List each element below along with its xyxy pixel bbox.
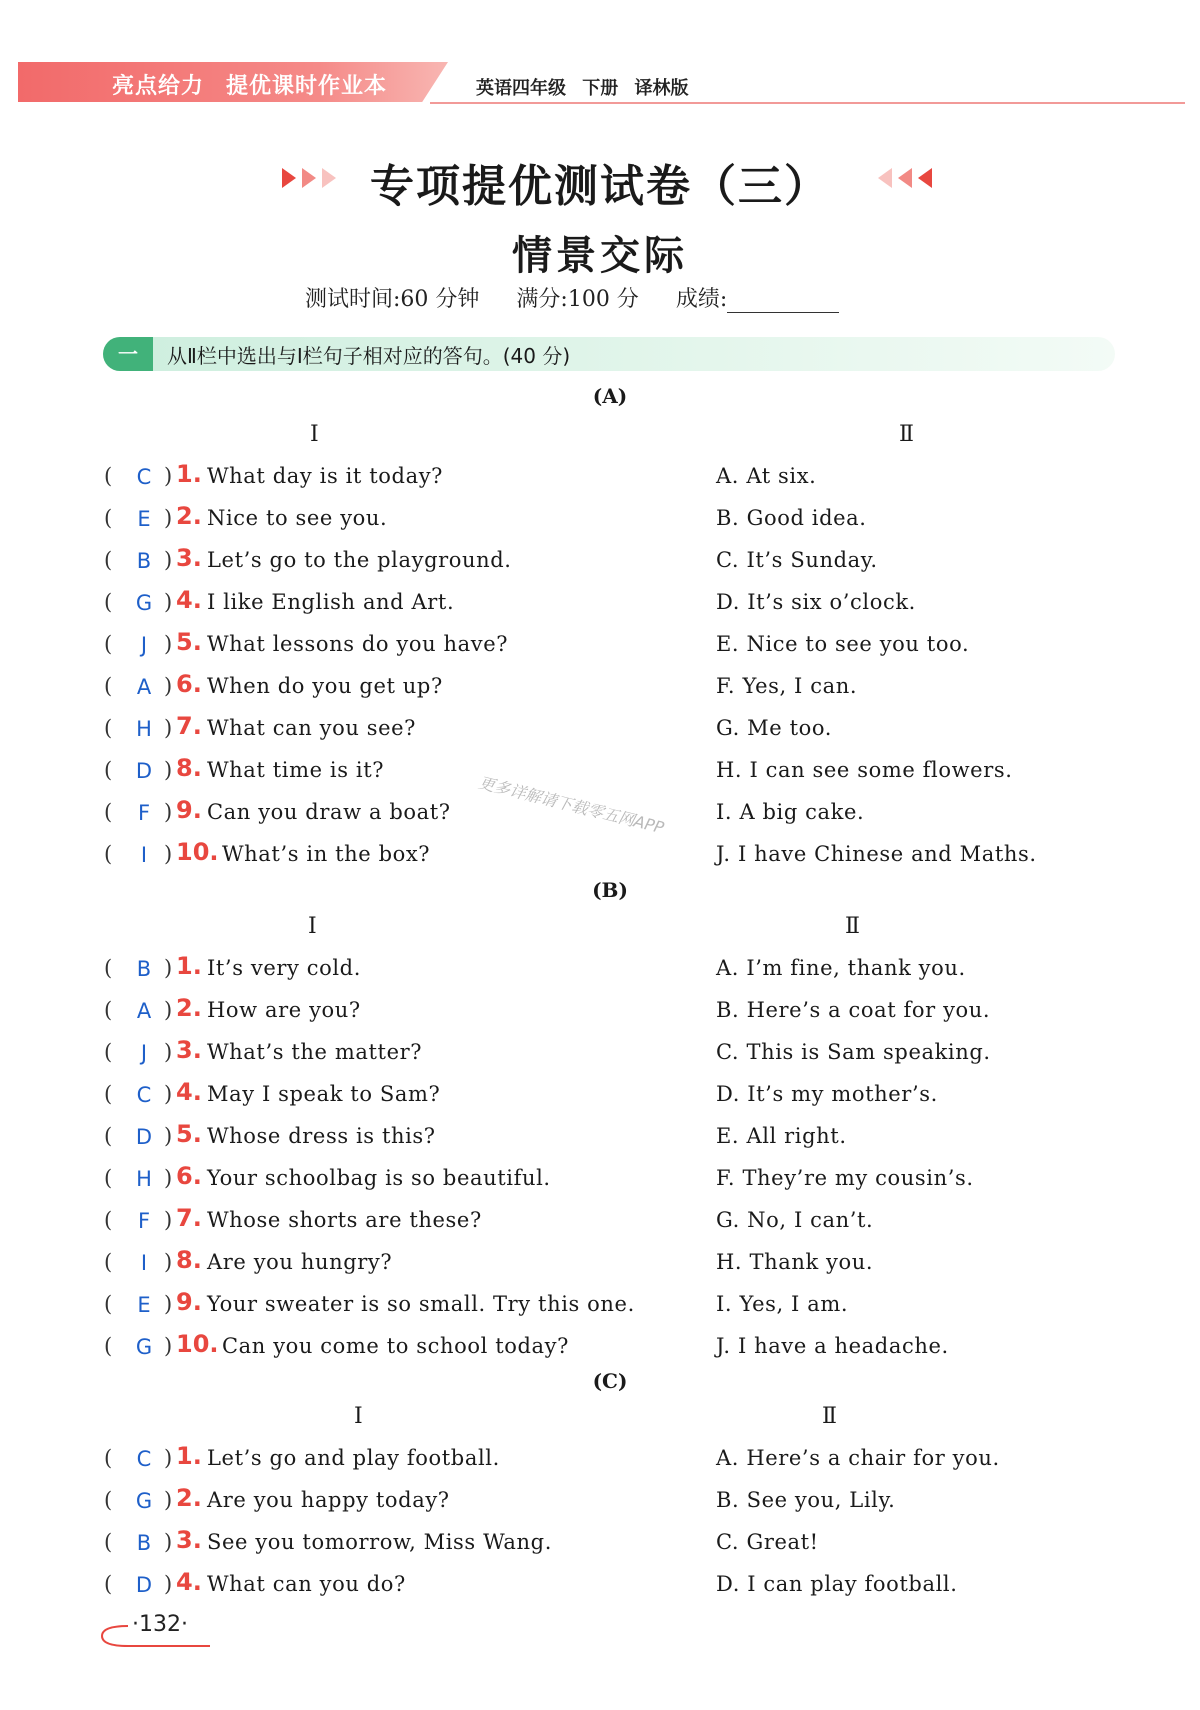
paren-close: ) xyxy=(164,590,173,614)
paren-close: ) xyxy=(164,1292,173,1316)
paren-open: ( xyxy=(104,590,113,614)
paren-open: ( xyxy=(104,716,113,740)
header-divider xyxy=(430,102,1185,104)
paren-close: ) xyxy=(164,548,173,572)
paren-close: ) xyxy=(164,1250,173,1274)
option-text: E. All right. xyxy=(716,1124,847,1148)
question-text: It’s very cold. xyxy=(207,956,361,980)
page-title: 专项提优测试卷（三） xyxy=(370,161,830,212)
question-number: 5. xyxy=(176,1120,202,1148)
question-text: What day is it today? xyxy=(207,464,444,488)
answer-blank[interactable]: D xyxy=(135,1125,153,1149)
question-text: Let’s go and play football. xyxy=(207,1446,500,1470)
option-text: F. They’re my cousin’s. xyxy=(716,1166,974,1190)
answer-blank[interactable]: G xyxy=(135,1335,153,1359)
paren-open: ( xyxy=(104,800,113,824)
question-text: What time is it? xyxy=(207,758,385,782)
question-number: 3. xyxy=(176,1036,202,1064)
question-text: What can you see? xyxy=(207,716,417,740)
paren-open: ( xyxy=(104,998,113,1022)
paren-close: ) xyxy=(164,758,173,782)
answer-blank[interactable]: C xyxy=(136,465,152,489)
part-label: (B) xyxy=(592,878,628,902)
option-text: A. At six. xyxy=(716,464,817,488)
answer-blank[interactable]: B xyxy=(136,957,152,981)
full-score: 满分:100 分 xyxy=(516,287,639,312)
book-name: 提优课时作业本 xyxy=(226,74,388,99)
paren-open: ( xyxy=(104,464,113,488)
answer-blank[interactable]: C xyxy=(136,1083,152,1107)
question-number: 10. xyxy=(176,1330,219,1358)
question-text: Nice to see you. xyxy=(207,506,388,530)
answer-blank[interactable]: G xyxy=(135,1489,153,1513)
option-text: C. It’s Sunday. xyxy=(716,548,878,572)
question-text: When do you get up? xyxy=(207,674,443,698)
paren-open: ( xyxy=(104,1166,113,1190)
option-text: J. I have Chinese and Maths. xyxy=(716,842,1037,866)
option-text: J. I have a headache. xyxy=(716,1334,949,1358)
answer-blank[interactable]: I xyxy=(140,1251,148,1275)
paren-open: ( xyxy=(104,1572,113,1596)
question-text: Your sweater is so small. Try this one. xyxy=(207,1292,635,1316)
question-text: How are you? xyxy=(207,998,361,1022)
question-number: 5. xyxy=(176,628,202,656)
option-text: F. Yes, I can. xyxy=(716,674,858,698)
option-text: H. Thank you. xyxy=(716,1250,874,1274)
question-text: What lessons do you have? xyxy=(207,632,509,656)
answer-blank[interactable]: C xyxy=(136,1447,152,1471)
question-number: 8. xyxy=(176,1246,202,1274)
question-number: 2. xyxy=(176,994,202,1022)
option-text: B. Good idea. xyxy=(716,506,867,530)
question-text: What’s in the box? xyxy=(222,842,431,866)
part-label: (A) xyxy=(592,384,628,408)
paren-close: ) xyxy=(164,1082,173,1106)
column-header-1: Ⅰ xyxy=(310,422,319,447)
question-text: What’s the matter? xyxy=(207,1040,423,1064)
paren-close: ) xyxy=(164,956,173,980)
answer-blank[interactable]: D xyxy=(135,1573,153,1597)
paren-close: ) xyxy=(164,1488,173,1512)
paren-close: ) xyxy=(164,716,173,740)
score-blank[interactable] xyxy=(727,290,839,313)
column-header-2: Ⅱ xyxy=(899,422,914,447)
option-text: C. This is Sam speaking. xyxy=(716,1040,991,1064)
question-number: 10. xyxy=(176,838,219,866)
question-number: 1. xyxy=(176,1442,202,1470)
question-text: Let’s go to the playground. xyxy=(207,548,512,572)
question-number: 2. xyxy=(176,502,202,530)
answer-blank[interactable]: E xyxy=(137,1293,151,1317)
paren-close: ) xyxy=(164,800,173,824)
question-number: 9. xyxy=(176,796,202,824)
paren-open: ( xyxy=(104,1292,113,1316)
paren-open: ( xyxy=(104,674,113,698)
watermark-text: 更多详解请下载零五网APP xyxy=(476,772,666,838)
page-subtitle: 情景交际 xyxy=(512,233,688,279)
question-number: 6. xyxy=(176,1162,202,1190)
answer-blank[interactable]: A xyxy=(136,675,152,699)
paren-close: ) xyxy=(164,1572,173,1596)
option-text: E. Nice to see you too. xyxy=(716,632,970,656)
question-text: Can you draw a boat? xyxy=(207,800,451,824)
answer-blank[interactable]: H xyxy=(136,1167,152,1191)
question-number: 6. xyxy=(176,670,202,698)
question-number: 4. xyxy=(176,1568,202,1596)
answer-blank[interactable]: G xyxy=(135,591,153,615)
paren-open: ( xyxy=(104,548,113,572)
paren-open: ( xyxy=(104,1250,113,1274)
option-text: B. See you, Lily. xyxy=(716,1488,896,1512)
option-text: D. It’s my mother’s. xyxy=(716,1082,938,1106)
question-text: Are you happy today? xyxy=(207,1488,450,1512)
option-text: A. Here’s a chair for you. xyxy=(716,1446,1000,1470)
answer-blank[interactable]: F xyxy=(137,1209,151,1233)
question-text: See you tomorrow, Miss Wang. xyxy=(207,1530,552,1554)
question-number: 1. xyxy=(176,952,202,980)
question-number: 3. xyxy=(176,544,202,572)
question-number: 7. xyxy=(176,1204,202,1232)
question-number: 8. xyxy=(176,754,202,782)
paren-close: ) xyxy=(164,506,173,530)
paren-close: ) xyxy=(164,674,173,698)
paren-close: ) xyxy=(164,464,173,488)
paren-close: ) xyxy=(164,1334,173,1358)
question-text: Whose shorts are these? xyxy=(207,1208,482,1232)
option-text: H. I can see some flowers. xyxy=(716,758,1013,782)
series-name: 亮点给力 xyxy=(112,74,205,99)
paren-open: ( xyxy=(104,1488,113,1512)
option-text: A. I’m fine, thank you. xyxy=(716,956,966,980)
question-text: Are you hungry? xyxy=(207,1250,393,1274)
column-header-1: Ⅰ xyxy=(308,914,317,939)
paren-close: ) xyxy=(164,1446,173,1470)
paren-close: ) xyxy=(164,632,173,656)
answer-blank[interactable]: E xyxy=(137,507,151,531)
paren-close: ) xyxy=(164,1530,173,1554)
paren-open: ( xyxy=(104,1124,113,1148)
paren-open: ( xyxy=(104,842,113,866)
question-number: 7. xyxy=(176,712,202,740)
paren-close: ) xyxy=(164,998,173,1022)
option-text: D. It’s six o’clock. xyxy=(716,590,916,614)
question-number: 9. xyxy=(176,1288,202,1316)
question-number: 3. xyxy=(176,1526,202,1554)
paren-open: ( xyxy=(104,506,113,530)
question-number: 2. xyxy=(176,1484,202,1512)
page-number: ·132· xyxy=(132,1612,188,1637)
answer-blank[interactable]: B xyxy=(136,549,152,573)
option-text: G. No, I can’t. xyxy=(716,1208,874,1232)
paren-open: ( xyxy=(104,632,113,656)
option-text: C. Great! xyxy=(716,1530,819,1554)
paren-open: ( xyxy=(104,1208,113,1232)
answer-blank[interactable]: J xyxy=(140,1041,148,1065)
paren-open: ( xyxy=(104,1082,113,1106)
answer-blank[interactable]: J xyxy=(140,633,148,657)
column-header-2: Ⅱ xyxy=(822,1404,837,1429)
paren-open: ( xyxy=(104,1040,113,1064)
title-right-arrows-icon xyxy=(878,166,938,190)
paren-open: ( xyxy=(104,1530,113,1554)
option-text: G. Me too. xyxy=(716,716,833,740)
question-text: Whose dress is this? xyxy=(207,1124,436,1148)
paren-close: ) xyxy=(164,1166,173,1190)
question-text: I like English and Art. xyxy=(207,590,455,614)
paren-close: ) xyxy=(164,1040,173,1064)
answer-blank[interactable]: F xyxy=(137,801,151,825)
section-instruction: 从Ⅱ栏中选出与Ⅰ栏句子相对应的答句。(40 分) xyxy=(167,344,571,368)
option-text: B. Here’s a coat for you. xyxy=(716,998,991,1022)
question-number: 4. xyxy=(176,1078,202,1106)
answer-blank[interactable]: I xyxy=(140,843,148,867)
answer-blank[interactable]: D xyxy=(135,759,153,783)
option-text: I. A big cake. xyxy=(716,800,865,824)
answer-blank[interactable]: H xyxy=(136,717,152,741)
header-series xyxy=(112,69,387,100)
option-text: D. I can play football. xyxy=(716,1572,958,1596)
column-header-2: Ⅱ xyxy=(845,914,860,939)
paren-open: ( xyxy=(104,1334,113,1358)
paren-close: ) xyxy=(164,842,173,866)
paren-open: ( xyxy=(104,956,113,980)
answer-blank[interactable]: A xyxy=(136,999,152,1023)
question-text: Can you come to school today? xyxy=(222,1334,569,1358)
paren-close: ) xyxy=(164,1124,173,1148)
part-label: (C) xyxy=(592,1369,628,1393)
question-text: What can you do? xyxy=(207,1572,406,1596)
book-info: 英语四年级 下册 译林版 xyxy=(476,78,689,99)
option-text: I. Yes, I am. xyxy=(716,1292,849,1316)
question-text: May I speak to Sam? xyxy=(207,1082,441,1106)
paren-open: ( xyxy=(104,758,113,782)
answer-blank[interactable]: B xyxy=(136,1531,152,1555)
test-time: 测试时间:60 分钟 xyxy=(305,287,480,312)
score-label: 成绩: xyxy=(675,287,728,312)
column-header-1: Ⅰ xyxy=(354,1404,363,1429)
section-number: 一 xyxy=(103,337,153,371)
question-number: 4. xyxy=(176,586,202,614)
paren-close: ) xyxy=(164,1208,173,1232)
question-number: 1. xyxy=(176,460,202,488)
paren-open: ( xyxy=(104,1446,113,1470)
test-meta xyxy=(305,282,869,313)
question-text: Your schoolbag is so beautiful. xyxy=(207,1166,551,1190)
